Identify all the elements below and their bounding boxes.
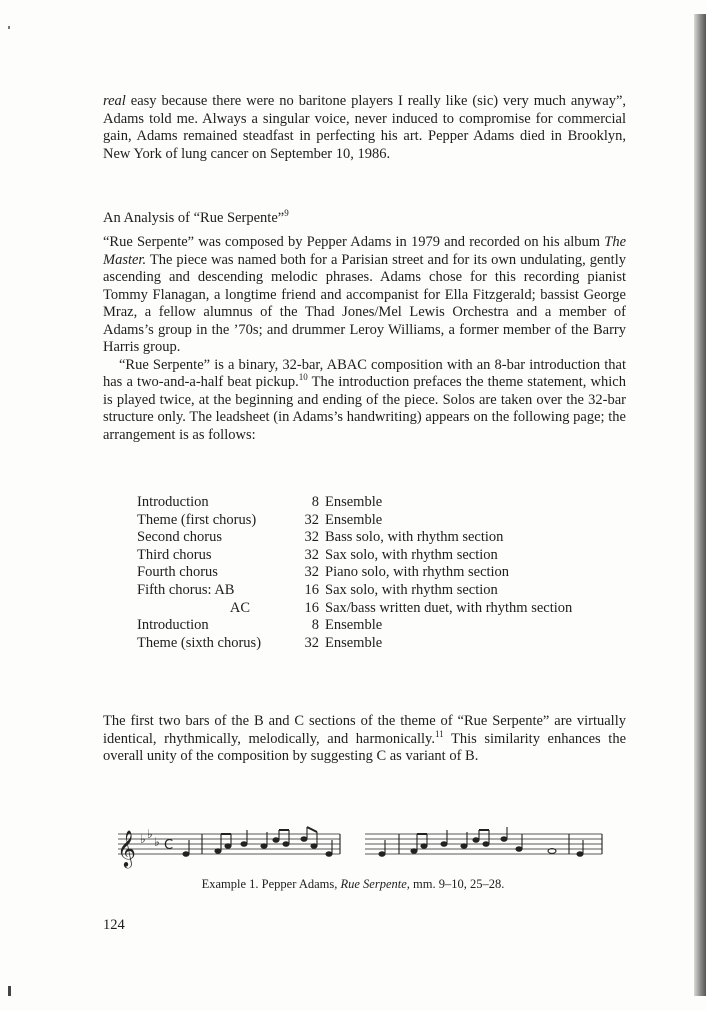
paragraph-text: This similarity enhances the overall unity of the composition by suggesting C as variant of B. xyxy=(103,730,627,764)
common-time-icon: C xyxy=(164,838,174,853)
caption-title: Rue Serpente, xyxy=(340,877,410,891)
arrangement-bars: 16 xyxy=(304,581,319,598)
footnote-ref: 10 xyxy=(298,372,308,383)
arrangement-section: Second chorus xyxy=(137,529,222,546)
album-title: The Master. xyxy=(103,234,626,268)
page-binding-edge xyxy=(694,14,706,996)
arrangement-row xyxy=(137,617,572,635)
arrangement-bars: 32 xyxy=(304,564,319,581)
arrangement-row xyxy=(137,512,572,530)
arrangement-row xyxy=(137,547,572,565)
notes-right xyxy=(379,827,602,856)
arrangement-description: Ensemble xyxy=(325,494,383,510)
similarity-paragraph xyxy=(103,713,626,766)
arrangement-bars: 8 xyxy=(311,617,319,634)
paragraph-text: The first two bars of the B and C sections of the theme of “Rue Serpente” are virtually identical, rhythmically, melodically, and harmonically. xyxy=(103,713,626,747)
arrangement-bars: 32 xyxy=(304,529,319,546)
arrangement-bars: 8 xyxy=(311,494,319,510)
arrangement-bars: 16 xyxy=(304,599,319,616)
section-heading xyxy=(103,210,289,227)
arrangement-description: Ensemble xyxy=(325,617,383,634)
arrangement-row xyxy=(137,635,572,653)
notes-left xyxy=(183,827,340,856)
caption-text: mm. 9–10, 25–28. xyxy=(409,877,505,891)
arrangement-section: Fifth chorus: AB xyxy=(137,581,235,598)
paragraph-text: “Rue Serpente” was composed by Pepper Adams in 1979 and recorded on his album xyxy=(103,234,605,250)
paragraph-text: easy because there were no baritone players I really like (sic) very much anyway”, Adams told me. Always a singular voice, never induced to compromise for commercial gain, Adams remained steadfast in perfecting his art. Pepper Adams died in Brooklyn, New York of lung cancer on September 10, 1986. xyxy=(103,93,626,162)
svg-text:♭: ♭ xyxy=(140,832,146,846)
key-signature xyxy=(140,827,160,849)
svg-text:♭: ♭ xyxy=(154,835,160,849)
paragraph-text: The introduction prefaces the theme statement, which is played twice, at the beginning and ending of the piece. Solos are taken over the 32-bar structure only. The leadsheet (in Adams’s handwriting) appears on the following page; the arrangement is as follows: xyxy=(103,374,626,443)
arrangement-section: Introduction xyxy=(137,494,209,510)
arrangement-description: Bass solo, with rhythm section xyxy=(325,529,504,546)
arrangement-bars: 32 xyxy=(304,511,319,528)
svg-text:♭: ♭ xyxy=(147,827,153,841)
arrangement-description: Sax solo, with rhythm section xyxy=(325,546,498,563)
italic-word: real xyxy=(103,93,126,109)
arrangement-section: Theme (first chorus) xyxy=(137,511,257,528)
arrangement-description: Sax/bass written duet, with rhythm section xyxy=(325,599,573,616)
page-number: 124 xyxy=(103,917,125,933)
paragraph xyxy=(103,234,626,357)
arrangement-table xyxy=(137,494,572,652)
arrangement-row xyxy=(137,529,572,547)
arrangement-bars: 32 xyxy=(304,634,319,651)
example-caption xyxy=(0,877,706,892)
arrangement-section: Third chorus xyxy=(137,546,212,563)
arrangement-section: AC xyxy=(229,599,250,616)
arrangement-section: Theme (sixth chorus) xyxy=(137,634,262,651)
arrangement-bars: 32 xyxy=(304,546,319,563)
arrangement-section: Introduction xyxy=(137,617,209,634)
arrangement-description: Ensemble xyxy=(325,511,383,528)
intro-paragraph xyxy=(103,93,626,163)
paragraph-text: The piece was named both for a Parisian street and for its own undulating, gently ascending and descending melodic phrases. Adams chose for this recording pianist Tommy Flanagan, a longtime friend and accompanist for Ella Fitzgerald; bassist George Mraz, a fellow alumnus of the Thad Jones/Mel Lewis Orchestra and a member of Adams’s group in the ’70s; and drummer Leroy Williams, a former member of the Barry Harris group. xyxy=(103,251,626,355)
caption-text: Example 1. Pepper Adams, xyxy=(201,877,341,891)
paragraph-text: “Rue Serpente” is a binary, 32-bar, ABAC composition with an 8-bar introduction that has a two-and-a-half beat pickup. xyxy=(103,356,626,390)
arrangement-row xyxy=(137,564,572,582)
analysis-paragraphs xyxy=(103,234,626,444)
scan-mark xyxy=(8,26,10,29)
treble-clef-icon: 𝄞 xyxy=(117,829,136,867)
arrangement-row xyxy=(137,582,572,600)
arrangement-row xyxy=(137,494,572,512)
paragraph xyxy=(103,357,626,445)
scan-mark xyxy=(8,986,11,996)
arrangement-section: Fourth chorus xyxy=(137,564,218,581)
arrangement-description: Ensemble xyxy=(325,634,383,651)
arrangement-description: Sax solo, with rhythm section xyxy=(325,581,498,598)
heading-text: An Analysis of “Rue Serpente” xyxy=(103,210,285,226)
arrangement-description: Piano solo, with rhythm section xyxy=(325,564,510,581)
arrangement-row xyxy=(137,600,572,618)
footnote-ref: 11 xyxy=(434,728,444,739)
music-example xyxy=(114,822,614,872)
footnote-ref: 9 xyxy=(284,208,289,219)
